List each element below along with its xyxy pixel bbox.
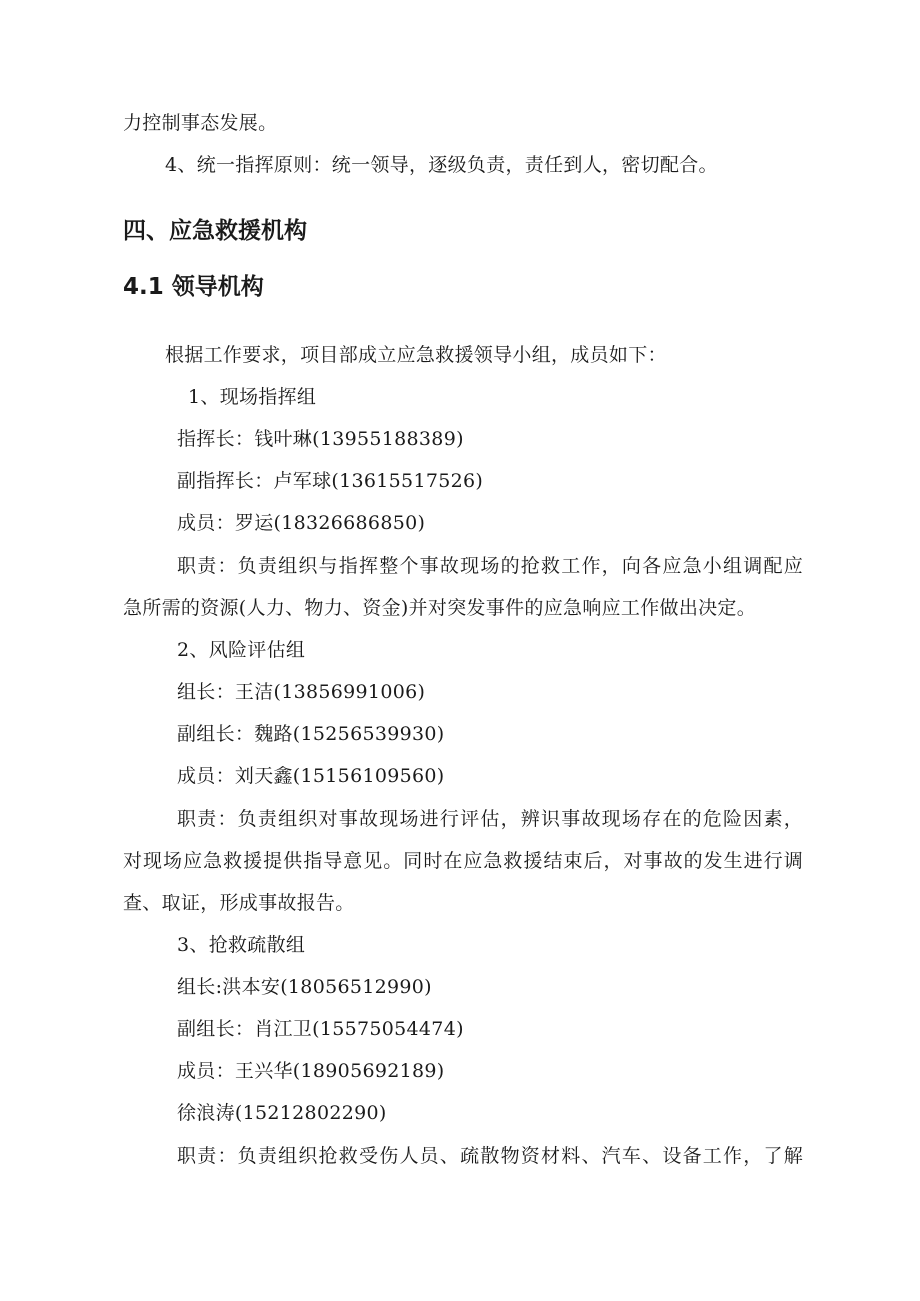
duty-line: 对现场应急救援提供指导意见。同时在应急救援结束后，对事故的发生进行调 <box>123 850 803 872</box>
paragraph-line: 力控制事态发展。 <box>123 112 278 134</box>
duty-line: 查、取证，形成事故报告。 <box>123 892 355 914</box>
duty-line: 职责：负责组织对事故现场进行评估，辨识事故现场存在的危险因素， <box>177 808 803 830</box>
intro-line: 根据工作要求，项目部成立应急救援领导小组，成员如下： <box>165 344 667 366</box>
member-line: 指挥长：钱叶琳(13955188389) <box>177 428 464 450</box>
duty-line: 职责：负责组织抢救受伤人员、疏散物资材料、汽车、设备工作，了解 <box>177 1145 803 1167</box>
member-line: 组长:洪本安(18056512990) <box>177 976 432 998</box>
group-title: 3、抢救疏散组 <box>177 934 306 956</box>
member-line: 组长：王洁(13856991006) <box>177 681 426 703</box>
member-line: 副组长：魏路(15256539930) <box>177 723 445 745</box>
section-heading: 四、应急救援机构 <box>123 218 307 244</box>
member-line: 成员：王兴华(18905692189) <box>177 1060 445 1082</box>
member-line: 副指挥长：卢军球(13615517526) <box>177 470 484 492</box>
paragraph-line: 4、统一指挥原则：统一领导，逐级负责，责任到人，密切配合。 <box>165 154 718 176</box>
group-title: 1、现场指挥组 <box>188 386 317 408</box>
group-title: 2、风险评估组 <box>177 639 306 661</box>
duty-line: 职责：负责组织与指挥整个事故现场的抢救工作，向各应急小组调配应 <box>177 555 803 577</box>
member-line: 成员：刘天鑫(15156109560) <box>177 765 445 787</box>
member-line: 成员：罗运(18326686850) <box>177 512 426 534</box>
member-line: 副组长：肖江卫(15575054474) <box>177 1018 464 1040</box>
duty-line: 急所需的资源(人力、物力、资金)并对突发事件的应急响应工作做出决定。 <box>123 597 757 619</box>
member-line: 徐浪涛(15212802290) <box>177 1102 387 1124</box>
subsection-heading: 4.1 领导机构 <box>123 274 264 300</box>
